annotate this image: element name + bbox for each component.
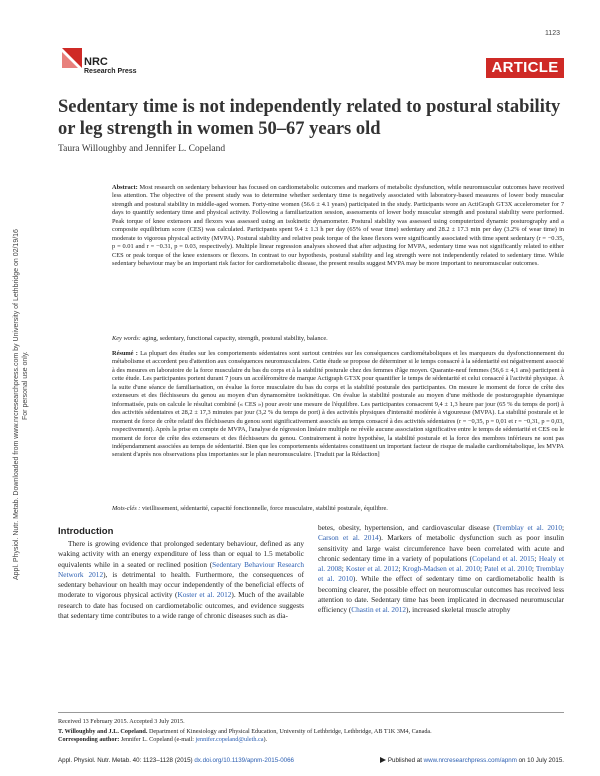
journal-site-link[interactable]: www.nrcresearchpress.com/apnm xyxy=(423,757,517,764)
published-note xyxy=(380,757,564,764)
motscles-label: Mots-clés : xyxy=(112,505,141,512)
corresponding-label: Corresponding author: xyxy=(58,736,120,743)
resume xyxy=(112,350,564,460)
journal-footer xyxy=(58,757,564,764)
sidebar-line1: Appl. Physiol. Nutr. Metab. Downloaded from www.nrcresearchpress.com by University of Lethbridge on 02/19/16 xyxy=(13,229,20,580)
intro-text: betes, obesity, hypertension, and cardiovascular disease ( xyxy=(318,523,496,532)
keywords xyxy=(112,335,564,343)
citation-link[interactable]: Carson et al. 2014 xyxy=(318,533,379,543)
intro-text: ). Much of the available research to date has focused on cardiometabolic outcomes, and evidence suggests that sedentary time contributes to a wide range of chronic diseases such as dia- xyxy=(58,590,304,621)
intro-text: ). Markers of metabolic dysfunction such as poor insulin sensitivity and large waist circumference have been correlated with acute and chronic sedentary time in a variety of populations ( xyxy=(318,533,564,563)
citation-link[interactable]: Krogh-Madsen et al. 2010 xyxy=(402,564,480,574)
intro-text: ). While the effect of sedentary time on cardiometabolic health is becoming clearer, the possible effect on neuromuscular outcomes has received less attention to date. Sedentary time has been implicated in decreased neuromuscular efficiency ( xyxy=(318,574,564,615)
intro-text: There is growing evidence that prolonged sedentary behaviour, defined as any waking activity with an energy expenditure of less than or equal to 1.5 metabolic equivalents while in a seated or reclined position ( xyxy=(58,539,304,569)
motscles-text: vieillissement, sédentarité, capacité fonctionnelle, force musculaire, stabilité posturale, équilibre. xyxy=(141,505,388,512)
separator: ; xyxy=(531,564,536,574)
abstract xyxy=(112,184,564,269)
corresponding-text: Jennifer L. Copeland (e-mail: xyxy=(119,736,196,743)
email-link[interactable]: jennifer.copeland@uleth.ca xyxy=(195,736,264,743)
introduction-heading: Introduction xyxy=(58,526,114,537)
keywords-label: Key words: xyxy=(112,335,141,342)
separator: ; xyxy=(480,564,485,574)
page-number: 1123 xyxy=(544,30,560,37)
citation-link[interactable]: Koster et al. 2012 xyxy=(345,564,399,574)
citation-link[interactable]: Patel et al. 2010 xyxy=(484,564,532,574)
citation-link[interactable]: Chastin et al. 2012 xyxy=(351,605,407,615)
received-note: Received 13 February 2015. Accepted 3 July 2015. xyxy=(58,718,185,725)
abstract-text: Most research on sedentary behaviour has focused on cardiometabolic outcomes and markers of metabolic dysfunction, while neuromuscular outcomes have received less attention. The objective of the present study was to determine whether sedentary time is negatively associated with laboratory-based measures of lower body muscular strength and postural stability in middle-aged women. Forty-nine women (56.6 ± 4.1 years) participated in the study. Participants wore an ActiGraph GT3X accelerometer for 7 days to quantify sedentary time and physical activity. Following a familiarization session, assessments of lower body muscular strength and postural stability were performed. Peak torque of knee extensors and flexors was assessed using an isokinetic dynamometer. Postural stability was assessed using computerized dynamic posturography and a composite equilibrium score (CES) was calculated. Participants spent 9.4 ± 1.3 h per day (65% of wear time) sedentary and 28.2 ± 17.3 min per day (3.2% of wear time) in moderate to vigorous physical activity (MVPA). Postural stability and relative peak torque of the knee flexors were significantly associated with time spent sedentary (r = −0.35, p = 0.01 and r = −0.31, p = 0.03, respectively). Multiple linear regression analyses showed that after adjusting for MVPA, sedentary time was not significantly related to either CES or peak torque of the knee extensors or flexors. In contrast to our hypothesis, postural stability and leg strength were not independently related to sedentary time. While sedentary behaviour may be an important risk factor for cardiometabolic disease, the present results suggest MVPA may be more important to neuromuscular outcomes. xyxy=(112,184,564,268)
keywords-text: aging, sedentary, functional capacity, strength, postural stability, balance. xyxy=(142,335,328,342)
intro-text: ), is detrimental to health. Furthermore, the consequences of sedentary behaviour on health may occur independently of the beneficial effects of moderate to vigorous physical activity ( xyxy=(58,569,304,600)
corresponding-author-note xyxy=(58,736,564,744)
corresponding-end: ). xyxy=(263,736,268,743)
sidebar-line2: For personal use only. xyxy=(22,351,29,420)
article-badge: ARTICLE xyxy=(486,58,564,78)
mots-cles xyxy=(112,505,564,513)
article-title: Sedentary time is not independently related to postural stability or leg strength in women 50–67 years old xyxy=(58,97,561,139)
separator: ; xyxy=(561,523,564,532)
doi-link[interactable]: dx.doi.org/10.1139/apnm-2015-0066 xyxy=(194,757,294,764)
publisher-name xyxy=(84,58,137,76)
separator: ; xyxy=(534,553,539,563)
citation-link[interactable]: Koster et al. 2012 xyxy=(177,590,232,600)
published-text: Published at xyxy=(387,757,424,764)
affiliation-note xyxy=(58,728,564,736)
intro-text: ), increased skeletal muscle atrophy xyxy=(406,605,511,615)
resume-text: La plupart des études sur les comportements sédentaires sont surtout centrées sur les conséquences cardiométaboliques et les marqueurs du dysfonctionnement du métabolisme et accordent peu d'attention aux conséquences neuromusculaires. Cette étude se propose de déterminer si le temps consacré à la sédentarité est négativement associé à des mesures en laboratoire de la force musculaire du bas du corps et à la stabilité posturale chez des femmes d'âge moyen. Quarante-neuf femmes (56,6 ± 4,1 ans) participent à cette étude. Les participantes portent durant 7 jours un accéléromètre de marque Actigraph GT3X pour quantifier le temps de sédentarité et celui consacré à l'activité physique. À la suite d'une séance de familiarisation, on évalue la force musculaire du bas du corps et la stabilité posturale des participantes. On mesure le moment de force de crête des extenseurs et des fléchisseurs du genou au moyen d'un dynamomètre isokinétique. On évalue la stabilité posturale au moyen d'une méthode de posturographie dynamique informatisée, puis on calcule le résultat combiné (« CES ») pour avoir une mesure de l'équilibre. Les participantes consacrent 9,4 ± 1,3 heure par jour (65 % du temps de port) à des activités sédentaires et 28,2 ± 17,3 minutes par jour (3,2 % du temps de port) à des activités physiques d'intensité modérée à vigoureuse (MVPA). La stabilité posturale et le moment de force de crête relatif des fléchisseurs du genou sont significativement associés au temps consacré à des activités sédentaires (r = −0,35, p = 0,01 et r = −0,31, p = 0,03, respectivement). Après la prise en compte de MVPA, l'analyse de régression linéaire multiple ne révèle aucune association significative entre le temps de sédentarité et CES ou le moment de force de crête des extenseurs et des fléchisseurs du genou. Contrairement à notre hypothèse, la stabilité posturale et la force des membres inférieurs ne sont pas indépendamment associées au temps de sédentarité. Bien que les comportements sédentaires constituent un important facteur de risque de maladie cardiométabolique, les MVPA seraient d'après nos observations plus importantes sur le plan neuromusculaire. [Traduit par la Rédaction] xyxy=(112,350,565,459)
affiliation-text: Department of Kinesiology and Physical Education, University of Lethbridge, Lethbridge, AB T1K 3M4, Canada. xyxy=(147,728,432,735)
intro-column-left xyxy=(58,539,304,621)
separator: ; xyxy=(398,564,403,574)
intro-column-right xyxy=(318,523,564,616)
publisher-line2: Research Press xyxy=(84,68,137,75)
affiliation-names: T. Willoughby and J.L. Copeland. xyxy=(58,728,148,735)
abstract-label: Abstract: xyxy=(112,184,138,191)
citation-link[interactable]: Sedentary Behaviour Research Network 2012 xyxy=(58,559,304,579)
publisher-line1: NRC xyxy=(84,56,108,68)
citation-link[interactable]: Healy et al. 2008 xyxy=(318,553,565,574)
citation-link[interactable]: Tremblay et al. 2010 xyxy=(318,564,564,584)
article-authors: Taura Willoughby and Jennifer L. Copeland xyxy=(58,144,226,154)
arrow-icon xyxy=(380,757,386,763)
citation-link[interactable]: Tremblay et al. 2010 xyxy=(495,523,562,532)
journal-citation: Appl. Physiol. Nutr. Metab. 40: 1123–1128 (2015) xyxy=(58,757,195,764)
resume-label: Résumé : xyxy=(112,350,138,357)
citation-link[interactable]: Copeland et al. 2015 xyxy=(472,553,535,563)
published-date: on 10 July 2015. xyxy=(516,757,564,764)
download-sidebar xyxy=(2,200,29,580)
separator: ; xyxy=(341,564,346,574)
footnote-divider xyxy=(58,712,564,713)
